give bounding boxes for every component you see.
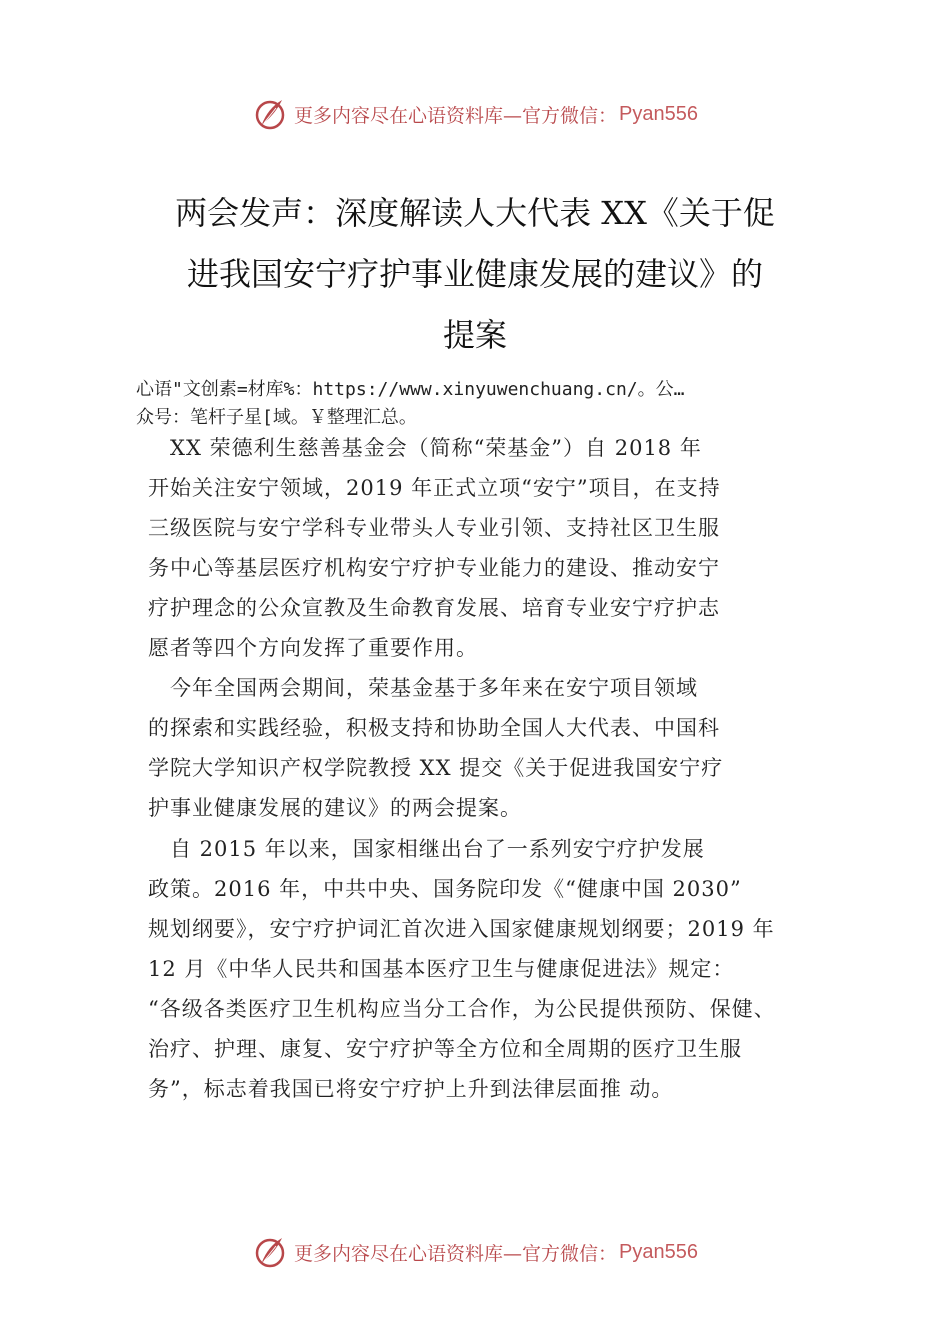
paragraph-line: 政策。2016 年，中共中央、国务院印发《“健康中国 2030” <box>148 877 742 901</box>
paragraph-line: 务中心等基层医疗机构安宁疗护专业能力的建设、推动安宁 <box>148 556 720 580</box>
paragraph-line: 今年全国两会期间，荣基金基于多年来在安宁项目领域 <box>148 676 698 700</box>
paragraph-foundation <box>148 428 834 668</box>
banner-text: 更多内容尽在心语资料库—官方微信： <box>294 1242 618 1265</box>
banner-wechat-id: Pyan556 <box>619 102 698 125</box>
paragraph-line: 愿者等四个方向发挥了重要作用。 <box>148 636 478 660</box>
banner-text: 更多内容尽在心语资料库—官方微信： <box>294 104 618 127</box>
paragraph-line: “各级各类医疗卫生机构应当分工合作，为公民提供预防、保健、 <box>148 997 776 1021</box>
paragraph-line: 疗护理念的公众宣教及生命教育发展、培育专业安宁疗护志 <box>148 596 720 620</box>
banner-wechat-id: Pyan556 <box>619 1240 698 1263</box>
paragraph-policy <box>148 829 834 1109</box>
paragraph-line: 规划纲要》，安宁疗护词汇首次进入国家健康规划纲要；2019 年 <box>148 917 775 941</box>
feather-pen-logo-icon <box>252 1234 288 1270</box>
paragraph-proposal <box>148 668 834 828</box>
paragraph-line: 务”，标志着我国已将安宁疗护上升到法律层面推 动。 <box>148 1077 674 1101</box>
paragraph-line: 学院大学知识产权学院教授 XX 提交《关于促进我国安宁疗 <box>148 756 724 780</box>
header-banner <box>0 94 950 134</box>
footer-banner <box>0 1232 950 1272</box>
paragraph-line: 治疗、护理、康复、安宁疗护等全方位和全周期的医疗卫生服 <box>148 1037 742 1061</box>
title-line: 两会发声：深度解读人大代表 XX《关于促 <box>175 194 775 232</box>
source-note <box>136 376 846 432</box>
paragraph-line: 自 2015 年以来，国家相继出台了一系列安宁疗护发展 <box>148 837 705 861</box>
document-title <box>100 183 850 366</box>
source-line: 众号：笔杆子星[域。￥整理汇总。 <box>136 407 417 428</box>
source-line: 心语"文创素=材库%：https://www.xinyuwenchuang.cn/。公… <box>136 379 685 400</box>
title-line: 进我国安宁疗护事业健康发展的建议》的 <box>186 255 763 293</box>
title-line: 提案 <box>442 316 507 354</box>
paragraph-line: 三级医院与安宁学科专业带头人专业引领、支持社区卫生服 <box>148 516 720 540</box>
feather-pen-logo-icon <box>252 96 288 132</box>
paragraph-line: 开始关注安宁领域，2019 年正式立项“安宁”项目，在支持 <box>148 476 721 500</box>
paragraph-line: XX 荣德利生慈善基金会（简称“荣基金”）自 2018 年 <box>148 436 702 460</box>
paragraph-line: 护事业健康发展的建议》的两会提案。 <box>148 796 522 820</box>
paragraph-line: 12 月《中华人民共和国基本医疗卫生与健康促进法》规定： <box>148 957 735 981</box>
paragraph-line: 的探索和实践经验，积极支持和协助全国人大代表、中国科 <box>148 716 720 740</box>
